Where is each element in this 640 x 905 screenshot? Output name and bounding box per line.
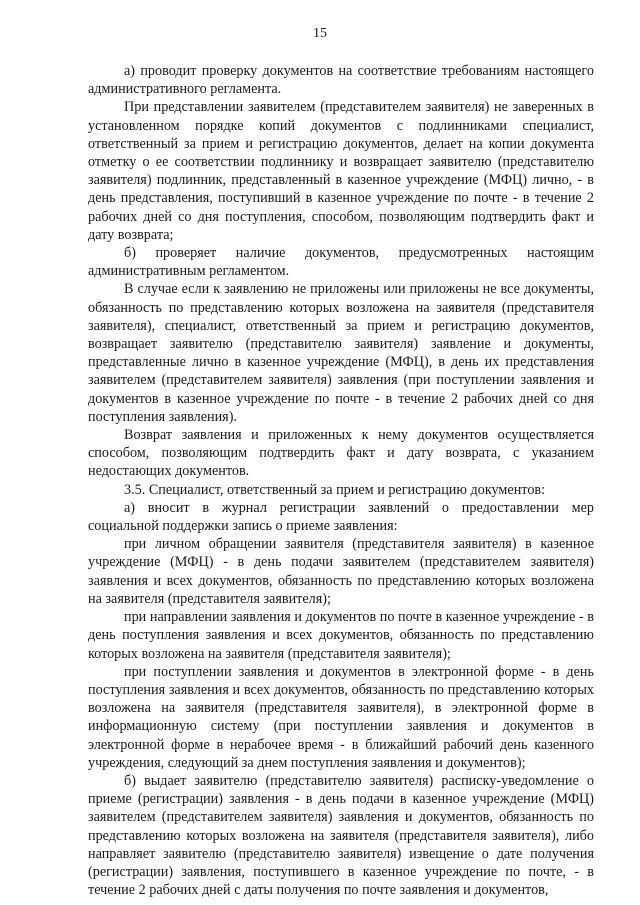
paragraph: В случае если к заявлению не приложены или приложены не все документы, обязанность по представлению которых возложена на заявителя (представителя заявителя), специалист, ответственный за прием и регистрацию документов, возвращает заявителю (представителю заявителя) заявление и документы, представленные лично в казенное учреждение (МФЦ), в день их представления заявителем (представителем заявителя) заявления (при поступлении заявления и документов в казенное учреждение по почте - в течение 2 рабочих дней со дня поступления заявления). bbox=[88, 281, 594, 425]
section-heading: 3.5. Специалист, ответственный за прием и регистрацию документов: bbox=[124, 481, 546, 498]
paragraph: при поступлении заявления и документов в электронной форме - в день поступления заявления и всех документов, обязанность по представлению которых возложена на заявителя (представителя заявителя), в электронной форме в информационную систему (при поступлении заявления и документов в электронной форме в нерабочее время - в ближайший рабочий день казенного учреждения, следующий за днем поступления заявления и документов); bbox=[88, 663, 594, 771]
paragraph: При представлении заявителем (представителем заявителя) не заверенных в установленном порядке копий документов с подлинниками специалист, ответственный за прием и регистрацию документов, делает на копии документа отметку о ее соответствии подлиннику и возвращает заявителю (представителю заявителя) подлинник, представленный в казенное учреждение (МФЦ) лично, - в день представления, поступивший в казенное учреждение по почте - в течение 2 рабочих дней со дня поступления, способом, позволяющим подтвердить факт и дату возврата; bbox=[88, 99, 594, 243]
page-number: 15 bbox=[313, 26, 327, 41]
paragraph: б) выдает заявителю (представителю заявителя) расписку-уведомление о приеме (регистрации) заявления - в день подачи в казенное учреждение (МФЦ) заявителем (представителем заявителя) заявления и документов, обязанность по представлению которых возложена на заявителя (представителя заявителя), либо направляет заявителю (представителю заявителя) извещение о дате получения (регистрации) заявления, поступившего в казенное учреждение по почте, - в течение 2 рабочих дней с даты получения по почте заявления и документов, bbox=[88, 772, 594, 899]
paragraph: а) проводит проверку документов на соответствие требованиям настоящего административного регламента. bbox=[88, 63, 594, 98]
paragraph: б) проверяет наличие документов, предусмотренных настоящим административным регламентом. bbox=[88, 245, 594, 280]
paragraph: Возврат заявления и приложенных к нему документов осуществляется способом, позволяющим подтвердить факт и дату возврата, с указанием недостающих документов. bbox=[88, 427, 594, 480]
paragraph: при личном обращении заявителя (представителя заявителя) в казенное учреждение (МФЦ) - в день подачи заявителем (представителем заявителя) заявления и всех документов, обязанность по представлению которых возложена на заявителя (представителя заявителя); bbox=[88, 536, 594, 607]
paragraph: при направлении заявления и документов по почте в казенное учреждение - в день поступления заявления и всех документов, обязанность по представлению которых возложена на заявителя (представителя заявителя); bbox=[88, 609, 594, 662]
document-body bbox=[88, 62, 594, 899]
paragraph: а) вносит в журнал регистрации заявлений о предоставлении мер социальной поддержки запись о приеме заявления: bbox=[88, 499, 594, 535]
